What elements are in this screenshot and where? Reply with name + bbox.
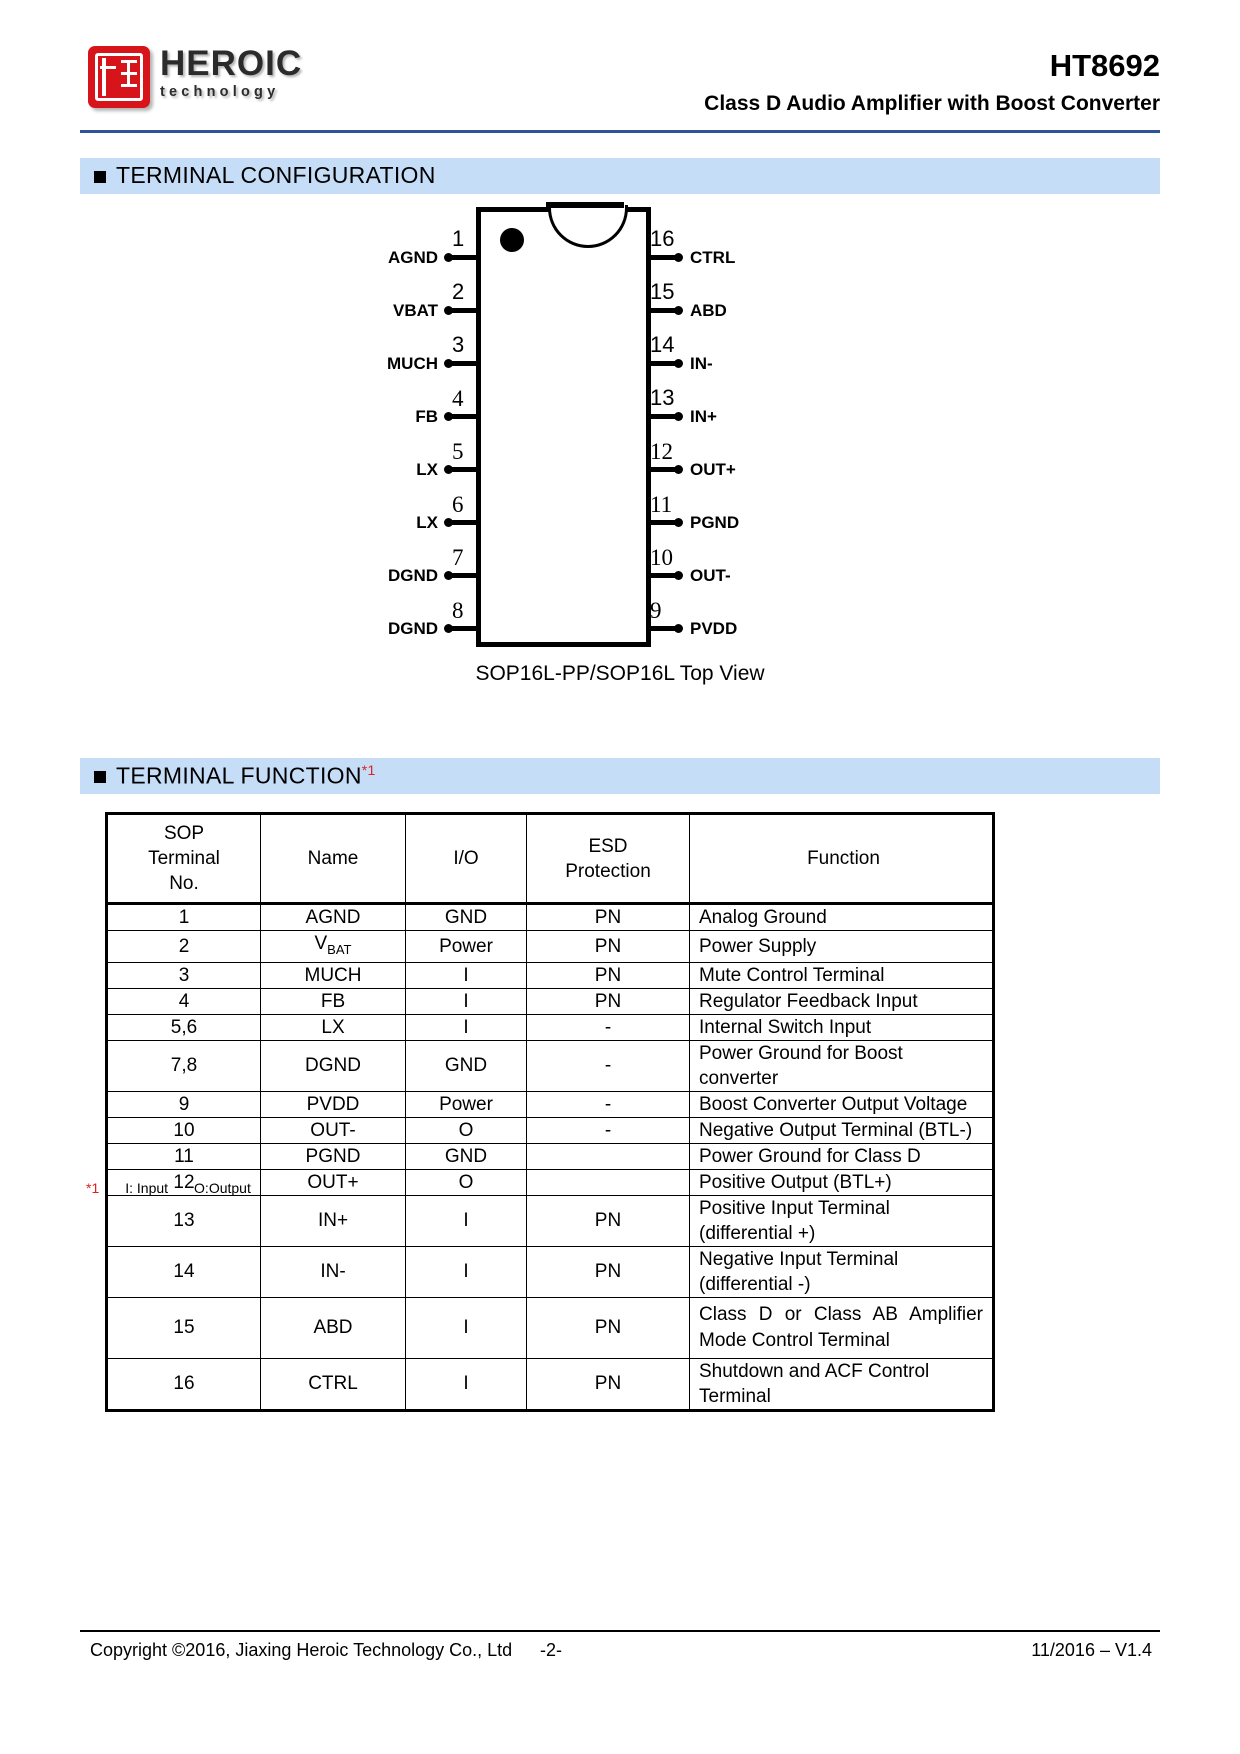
footer-copyright: Copyright ©2016, Jiaxing Heroic Technology Co., Ltd <box>90 1640 513 1660</box>
section-title-footnote-marker: *1 <box>361 762 376 778</box>
cell-terminal-no: 14 <box>107 1246 261 1297</box>
cell-terminal-no: 11 <box>107 1143 261 1169</box>
cell-function: Negative Input Terminal (differential -) <box>690 1246 994 1297</box>
cell-function: Power Ground for Boost converter <box>690 1040 994 1091</box>
footnote-output: O:Output <box>194 1180 251 1196</box>
pin-label-left: FB <box>415 407 438 426</box>
lead-terminal-dot-icon <box>674 465 683 474</box>
cell-io: I <box>406 1246 527 1297</box>
document-subtitle: Class D Audio Amplifier with Boost Converter <box>704 92 1160 115</box>
lead-terminal-dot-icon <box>674 518 683 527</box>
cell-name: ABD <box>261 1297 406 1358</box>
pin-label-left: VBAT <box>392 301 438 320</box>
col-header-terminal-no <box>107 814 261 904</box>
table-row <box>107 1040 994 1091</box>
cell-io: GND <box>406 1143 527 1169</box>
cell-io: GND <box>406 1040 527 1091</box>
pin-number: 13 <box>650 385 675 410</box>
cell-function: Positive Input Terminal (differential +) <box>690 1195 994 1246</box>
pin-label-right: PGND <box>690 513 740 532</box>
lead-terminal-dot-icon <box>674 306 683 315</box>
cell-name: OUT- <box>261 1117 406 1143</box>
table-header-row <box>107 814 994 904</box>
cell-name: PVDD <box>261 1091 406 1117</box>
package-caption: SOP16L-PP/SOP16L Top View <box>475 662 765 685</box>
lead-terminal-dot-icon <box>444 571 453 580</box>
pin-number: 15 <box>650 279 675 304</box>
page-footer <box>80 1640 1160 1670</box>
table-row <box>107 1014 994 1040</box>
cell-name: IN- <box>261 1246 406 1297</box>
cell-esd-protection: - <box>527 1040 690 1091</box>
col-header-line3: No. <box>169 873 199 894</box>
cell-function: Regulator Feedback Input <box>690 988 994 1014</box>
pin-number: 6 <box>452 492 464 517</box>
cell-function: Internal Switch Input <box>690 1014 994 1040</box>
cell-io: I <box>406 1297 527 1358</box>
table-row <box>107 1117 994 1143</box>
bullet-square-icon <box>94 771 106 783</box>
cell-io: GND <box>406 904 527 931</box>
cell-name: AGND <box>261 904 406 931</box>
pin-number: 2 <box>452 279 465 304</box>
cell-function: Class D or Class AB Amplifier Mode Control Terminal <box>690 1297 994 1358</box>
cell-esd-protection: PN <box>527 1358 690 1410</box>
footnote-input: I: Input <box>125 1180 169 1196</box>
cell-esd-protection: PN <box>527 1246 690 1297</box>
table-body <box>107 904 994 1411</box>
cell-terminal-no: 9 <box>107 1091 261 1117</box>
col-header-line1: SOP <box>163 823 205 844</box>
cell-terminal-no: 12 <box>107 1169 261 1195</box>
section-title <box>116 762 376 790</box>
cell-name: CTRL <box>261 1358 406 1410</box>
cell-esd-protection: - <box>527 1091 690 1117</box>
cell-name: LX <box>261 1014 406 1040</box>
cell-function: Negative Output Terminal (BTL-) <box>690 1117 994 1143</box>
cell-terminal-no: 3 <box>107 962 261 988</box>
pin-label-left: AGND <box>387 248 438 267</box>
pin1-dot-marker-icon <box>500 228 524 252</box>
cell-function: Mute Control Terminal <box>690 962 994 988</box>
footer-version: 11/2016 – V1.4 <box>1031 1640 1152 1660</box>
pin-number: 14 <box>650 332 675 357</box>
section-title: TERMINAL CONFIGURATION <box>116 162 436 188</box>
pin-label-right: OUT- <box>690 566 731 585</box>
cell-io: I <box>406 1014 527 1040</box>
footnote-marker: *1 <box>86 1180 100 1196</box>
pin-label-left: DGND <box>387 619 438 638</box>
cell-esd-protection: - <box>527 1014 690 1040</box>
table-row <box>107 1091 994 1117</box>
table-row <box>107 988 994 1014</box>
pin-number: 3 <box>452 332 465 357</box>
cell-terminal-no: 1 <box>107 904 261 931</box>
col-header-esd-line1: ESD <box>588 835 628 857</box>
cell-name: DGND <box>261 1040 406 1091</box>
cell-esd-protection: PN <box>527 904 690 931</box>
cell-name: FB <box>261 988 406 1014</box>
cell-name: OUT+ <box>261 1169 406 1195</box>
lead-terminal-dot-icon <box>444 624 453 633</box>
cell-esd-protection: PN <box>527 931 690 963</box>
pin-number: 1 <box>452 226 465 251</box>
cell-function: Power Ground for Class D <box>690 1143 994 1169</box>
col-header-name: Name <box>261 814 406 904</box>
footer-divider <box>80 1630 1160 1632</box>
pin-number: 12 <box>650 439 673 464</box>
footer-page-number: -2- <box>540 1640 562 1660</box>
cell-function: Positive Output (BTL+) <box>690 1169 994 1195</box>
pin-number: 11 <box>650 492 673 517</box>
pin-label-left: DGND <box>387 566 438 585</box>
brand-tagline: technology <box>160 84 280 100</box>
cell-terminal-no: 15 <box>107 1297 261 1358</box>
cell-function: Power Supply <box>690 931 994 963</box>
pin-number: 4 <box>452 386 464 411</box>
pin-label-right: PVDD <box>690 619 738 638</box>
table-row <box>107 962 994 988</box>
lead-terminal-dot-icon <box>444 412 453 421</box>
cell-esd-protection: PN <box>527 962 690 988</box>
pin-label-right: CTRL <box>690 248 736 267</box>
lead-terminal-dot-icon <box>674 359 683 368</box>
heroic-logo <box>88 44 303 116</box>
table-row <box>107 1246 994 1297</box>
pin-label-right: OUT+ <box>690 460 736 479</box>
table-row <box>107 931 994 963</box>
cell-esd-protection <box>527 1143 690 1169</box>
lead-terminal-dot-icon <box>674 412 683 421</box>
pin-label-right: IN- <box>690 354 713 373</box>
cell-function: Boost Converter Output Voltage <box>690 1091 994 1117</box>
table-header <box>107 814 994 904</box>
cell-terminal-no: 7,8 <box>107 1040 261 1091</box>
cell-function: Analog Ground <box>690 904 994 931</box>
brand-wordmark <box>160 44 302 101</box>
pin-label-left: LX <box>416 460 438 479</box>
cell-name: $V_{BAT}$ <box>261 931 406 963</box>
cell-esd-protection: PN <box>527 1297 690 1358</box>
pin-number: 7 <box>452 545 464 570</box>
pin-number: 16 <box>650 226 675 251</box>
cell-esd-protection <box>527 1169 690 1195</box>
lead-terminal-dot-icon <box>444 253 453 262</box>
cell-terminal-no: 4 <box>107 988 261 1014</box>
cell-io: Power <box>406 931 527 963</box>
lead-terminal-dot-icon <box>444 306 453 315</box>
table-row <box>107 904 994 931</box>
lead-terminal-dot-icon <box>444 518 453 527</box>
cell-name: MUCH <box>261 962 406 988</box>
table-footnote <box>86 1180 251 1196</box>
cell-esd-protection: - <box>527 1117 690 1143</box>
section-terminal-function <box>80 758 1160 794</box>
lead-terminal-dot-icon <box>444 359 453 368</box>
col-header-esd-line2: Protection <box>565 860 651 882</box>
cell-esd-protection: PN <box>527 1195 690 1246</box>
pin-label-right: IN+ <box>690 407 717 426</box>
page-header <box>80 40 1160 128</box>
cell-terminal-no: 16 <box>107 1358 261 1410</box>
cell-name-subscript: BAT <box>327 941 352 957</box>
cell-io: I <box>406 962 527 988</box>
table-row <box>107 1297 994 1358</box>
cell-name: PGND <box>261 1143 406 1169</box>
cell-terminal-no: 5,6 <box>107 1014 261 1040</box>
terminal-function-table <box>105 812 995 1412</box>
terminal-function-table-wrapper <box>105 812 995 1412</box>
cell-terminal-no: 13 <box>107 1195 261 1246</box>
col-header-line2: Terminal <box>148 848 220 869</box>
lead-terminal-dot-icon <box>444 465 453 474</box>
cell-terminal-no: 10 <box>107 1117 261 1143</box>
table-row <box>107 1358 994 1410</box>
package-notch-cover <box>546 202 624 208</box>
cell-terminal-no: 2 <box>107 931 261 963</box>
cell-io: O <box>406 1117 527 1143</box>
company-seal-icon <box>88 46 150 108</box>
brand-name: HEROIC <box>160 44 303 83</box>
cell-name: IN+ <box>261 1195 406 1246</box>
lead-terminal-dot-icon <box>674 253 683 262</box>
part-number: HT8692 <box>1049 48 1160 83</box>
pin-number: 5 <box>452 439 464 464</box>
package-body <box>476 207 651 647</box>
cell-io: Power <box>406 1091 527 1117</box>
pin-number: 10 <box>650 545 673 570</box>
col-header-esd-protection <box>527 814 690 904</box>
package-diagram <box>80 200 1160 720</box>
pin-label-left: MUCH <box>387 354 438 373</box>
pin-number: 9 <box>650 598 662 623</box>
table-row <box>107 1143 994 1169</box>
section-terminal-configuration <box>80 158 1160 194</box>
cell-io: I <box>406 1195 527 1246</box>
col-header-io: I/O <box>406 814 527 904</box>
cell-esd-protection: PN <box>527 988 690 1014</box>
lead-terminal-dot-icon <box>674 571 683 580</box>
table-row <box>107 1195 994 1246</box>
cell-function: Shutdown and ACF Control Terminal <box>690 1358 994 1410</box>
pin-label-right: ABD <box>690 301 727 320</box>
section-title-text: TERMINAL FUNCTION <box>116 762 362 789</box>
cell-io: I <box>406 988 527 1014</box>
cell-io: O <box>406 1169 527 1195</box>
lead-terminal-dot-icon <box>674 624 683 633</box>
header-divider <box>80 130 1160 133</box>
pin-number: 8 <box>452 598 464 623</box>
pin-label-left: LX <box>416 513 438 532</box>
cell-io: I <box>406 1358 527 1410</box>
col-header-function: Function <box>690 814 994 904</box>
bullet-square-icon <box>94 171 106 183</box>
